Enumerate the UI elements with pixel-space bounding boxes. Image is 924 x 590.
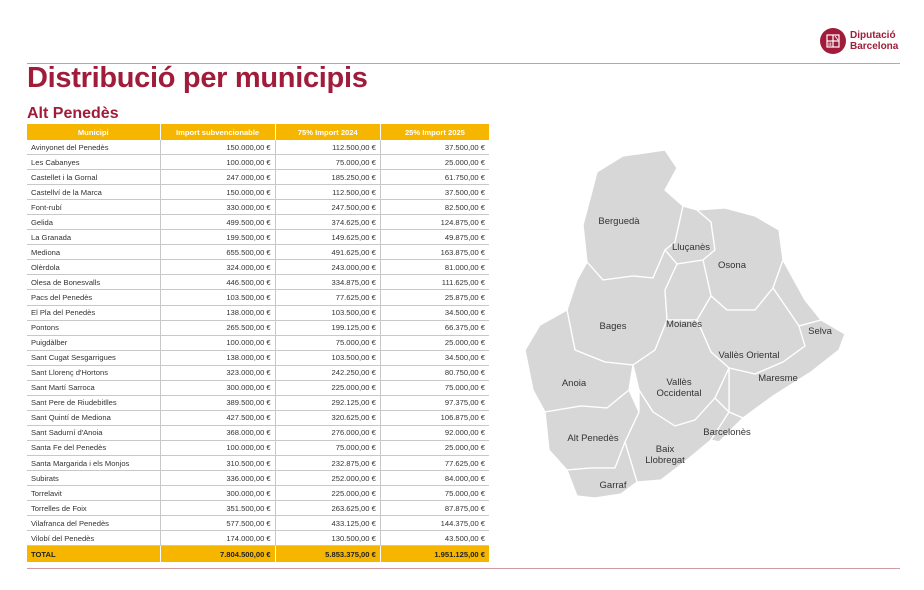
import-2024-cell: 232.875,00 € — [275, 455, 380, 470]
brand-line2: Barcelona — [850, 41, 899, 52]
import-2025-cell: 25.000,00 € — [380, 155, 489, 170]
table-row — [27, 275, 489, 290]
import-2025-cell: 124.875,00 € — [380, 215, 489, 230]
municipi-cell: Font-rubí — [27, 200, 160, 215]
import-cell: 138.000,00 € — [160, 305, 275, 320]
import-2025-cell: 92.000,00 € — [380, 425, 489, 440]
import-cell: 138.000,00 € — [160, 350, 275, 365]
map-label-barcelones: Barcelonès — [703, 427, 751, 438]
import-2024-cell: 149.625,00 € — [275, 230, 380, 245]
import-cell: 446.500,00 € — [160, 275, 275, 290]
table-row — [27, 425, 489, 440]
import-2024-cell: 247.500,00 € — [275, 200, 380, 215]
section-title: Alt Penedès — [27, 105, 119, 122]
municipi-cell: Sant Cugat Sesgarrigues — [27, 350, 160, 365]
municipi-cell: Torrelles de Foix — [27, 501, 160, 516]
import-cell: 336.000,00 € — [160, 471, 275, 486]
table-body — [27, 140, 489, 562]
municipi-cell: La Granada — [27, 230, 160, 245]
municipi-cell: Santa Fe del Penedès — [27, 440, 160, 455]
municipi-cell: Castellet i la Gornal — [27, 170, 160, 185]
import-2025-cell: 37.500,00 € — [380, 140, 489, 155]
table-row — [27, 471, 489, 486]
distribution-table — [27, 124, 489, 562]
table-row — [27, 335, 489, 350]
total-value: 7.804.500,00 € — [160, 546, 275, 563]
table-row — [27, 350, 489, 365]
municipi-cell: Sant Llorenç d'Hortons — [27, 365, 160, 380]
table-row — [27, 140, 489, 155]
municipi-cell: Torrelavit — [27, 486, 160, 501]
import-2024-cell: 292.125,00 € — [275, 395, 380, 410]
map-label-baix-llobregat-line1: Baix — [655, 444, 675, 455]
import-cell: 577.500,00 € — [160, 516, 275, 531]
municipi-cell: Olesa de Bonesvalls — [27, 275, 160, 290]
import-2025-cell: 84.000,00 € — [380, 471, 489, 486]
municipi-cell: Avinyonet del Penedès — [27, 140, 160, 155]
import-2025-cell: 144.375,00 € — [380, 516, 489, 531]
table-row — [27, 185, 489, 200]
map-label-moianes: Moianès — [666, 319, 702, 330]
municipi-cell: Sant Pere de Riudebitlles — [27, 395, 160, 410]
import-2025-cell: 77.625,00 € — [380, 455, 489, 470]
page-title: Distribució per municipis — [27, 62, 368, 94]
import-2025-cell: 82.500,00 € — [380, 200, 489, 215]
import-2024-cell: 242.250,00 € — [275, 365, 380, 380]
import-2024-cell: 185.250,00 € — [275, 170, 380, 185]
total-value: 5.853.375,00 € — [275, 546, 380, 563]
import-2025-cell: 87.875,00 € — [380, 501, 489, 516]
table-row — [27, 170, 489, 185]
import-2025-cell: 25.875,00 € — [380, 290, 489, 305]
total-label: TOTAL — [27, 546, 160, 563]
map-label-valles-occidental-line1: Vallès — [666, 377, 692, 388]
map-label-valles-occidental-line2: Occidental — [656, 388, 702, 399]
import-2025-cell: 111.625,00 € — [380, 275, 489, 290]
import-cell: 330.000,00 € — [160, 200, 275, 215]
import-2024-cell: 225.000,00 € — [275, 380, 380, 395]
import-2024-cell: 103.500,00 € — [275, 305, 380, 320]
table-row — [27, 305, 489, 320]
column-header-2024: 75% Import 2024 — [275, 124, 380, 140]
diputacio-logo — [820, 28, 898, 54]
municipi-cell: El Pla del Penedès — [27, 305, 160, 320]
barcelona-province-map — [515, 150, 855, 500]
table-row — [27, 200, 489, 215]
table-row — [27, 365, 489, 380]
import-cell: 351.500,00 € — [160, 501, 275, 516]
import-cell: 324.000,00 € — [160, 260, 275, 275]
table-row — [27, 215, 489, 230]
import-cell: 655.500,00 € — [160, 245, 275, 260]
table-row — [27, 516, 489, 531]
import-2024-cell: 252.000,00 € — [275, 471, 380, 486]
municipi-cell: Mediona — [27, 245, 160, 260]
import-2025-cell: 25.000,00 € — [380, 335, 489, 350]
import-cell: 150.000,00 € — [160, 140, 275, 155]
import-2025-cell: 75.000,00 € — [380, 486, 489, 501]
import-cell: 310.500,00 € — [160, 455, 275, 470]
table-row — [27, 531, 489, 546]
municipi-cell: Santa Margarida i els Monjos — [27, 455, 160, 470]
map-label-maresme: Maresme — [758, 373, 798, 384]
municipi-cell: Vilafranca del Penedès — [27, 516, 160, 531]
municipi-cell: Pacs del Penedès — [27, 290, 160, 305]
import-2025-cell: 66.375,00 € — [380, 320, 489, 335]
column-header-2025: 25% Import 2025 — [380, 124, 489, 140]
table-row — [27, 230, 489, 245]
import-2024-cell: 225.000,00 € — [275, 486, 380, 501]
import-cell: 368.000,00 € — [160, 425, 275, 440]
import-cell: 199.500,00 € — [160, 230, 275, 245]
table-row — [27, 395, 489, 410]
import-2025-cell: 34.500,00 € — [380, 305, 489, 320]
map-label-llucanes: Lluçanès — [671, 242, 711, 253]
import-cell: 265.500,00 € — [160, 320, 275, 335]
table-row — [27, 320, 489, 335]
map-label-baix-llobregat-line2: Llobregat — [645, 455, 685, 466]
municipi-cell: Gelida — [27, 215, 160, 230]
import-2024-cell: 243.000,00 € — [275, 260, 380, 275]
municipi-cell: Sant Martí Sarroca — [27, 380, 160, 395]
import-2025-cell: 80.750,00 € — [380, 365, 489, 380]
import-2024-cell: 112.500,00 € — [275, 140, 380, 155]
import-2024-cell: 77.625,00 € — [275, 290, 380, 305]
import-cell: 300.000,00 € — [160, 486, 275, 501]
municipi-cell: Olèrdola — [27, 260, 160, 275]
import-cell: 247.000,00 € — [160, 170, 275, 185]
import-cell: 103.500,00 € — [160, 290, 275, 305]
footer-divider — [27, 568, 900, 569]
import-2025-cell: 75.000,00 € — [380, 380, 489, 395]
import-2024-cell: 276.000,00 € — [275, 425, 380, 440]
brand-line1: Diputació — [850, 30, 896, 41]
import-cell: 100.000,00 € — [160, 440, 275, 455]
import-2025-cell: 106.875,00 € — [380, 410, 489, 425]
import-2024-cell: 199.125,00 € — [275, 320, 380, 335]
table-row — [27, 501, 489, 516]
table-row — [27, 380, 489, 395]
import-2024-cell: 103.500,00 € — [275, 350, 380, 365]
table-row — [27, 155, 489, 170]
import-2025-cell: 49.875,00 € — [380, 230, 489, 245]
import-cell: 499.500,00 € — [160, 215, 275, 230]
import-cell: 300.000,00 € — [160, 380, 275, 395]
import-2024-cell: 263.625,00 € — [275, 501, 380, 516]
import-2025-cell: 37.500,00 € — [380, 185, 489, 200]
municipi-cell: Subirats — [27, 471, 160, 486]
import-2025-cell: 43.500,00 € — [380, 531, 489, 546]
map-label-garraf: Garraf — [599, 480, 627, 491]
table-row — [27, 455, 489, 470]
import-2024-cell: 433.125,00 € — [275, 516, 380, 531]
municipi-cell: Pontons — [27, 320, 160, 335]
import-cell: 323.000,00 € — [160, 365, 275, 380]
table-row — [27, 290, 489, 305]
import-2024-cell: 130.500,00 € — [275, 531, 380, 546]
import-cell: 174.000,00 € — [160, 531, 275, 546]
import-cell: 100.000,00 € — [160, 155, 275, 170]
table-row — [27, 486, 489, 501]
import-2024-cell: 374.625,00 € — [275, 215, 380, 230]
municipi-cell: Sant Sadurní d'Anoia — [27, 425, 160, 440]
total-value: 1.951.125,00 € — [380, 546, 489, 563]
coat-of-arms-icon — [820, 28, 846, 54]
map-label-bergueda: Berguedà — [598, 216, 640, 227]
brand-name — [850, 30, 898, 52]
import-cell: 389.500,00 € — [160, 395, 275, 410]
import-cell: 427.500,00 € — [160, 410, 275, 425]
import-2025-cell: 81.000,00 € — [380, 260, 489, 275]
table-row — [27, 410, 489, 425]
map-label-alt-penedes: Alt Penedès — [567, 433, 619, 444]
import-2024-cell: 112.500,00 € — [275, 185, 380, 200]
municipi-cell: Puigdàlber — [27, 335, 160, 350]
import-2025-cell: 34.500,00 € — [380, 350, 489, 365]
table-row — [27, 245, 489, 260]
import-2025-cell: 97.375,00 € — [380, 395, 489, 410]
import-2025-cell: 163.875,00 € — [380, 245, 489, 260]
map-label-valles-oriental: Vallès Oriental — [718, 350, 780, 361]
table-header-row — [27, 124, 489, 140]
map-label-selva: Selva — [808, 326, 832, 337]
import-2025-cell: 25.000,00 € — [380, 440, 489, 455]
import-2024-cell: 320.625,00 € — [275, 410, 380, 425]
import-2024-cell: 491.625,00 € — [275, 245, 380, 260]
import-cell: 150.000,00 € — [160, 185, 275, 200]
import-cell: 100.000,00 € — [160, 335, 275, 350]
table-row — [27, 440, 489, 455]
map-label-bages: Bages — [599, 321, 627, 332]
map-label-osona: Osona — [718, 260, 746, 271]
import-2024-cell: 334.875,00 € — [275, 275, 380, 290]
municipi-cell: Castellví de la Marca — [27, 185, 160, 200]
municipi-cell: Sant Quintí de Mediona — [27, 410, 160, 425]
column-header-import: Import subvencionable — [160, 124, 275, 140]
municipi-cell: Vilobí del Penedès — [27, 531, 160, 546]
import-2024-cell: 75.000,00 € — [275, 335, 380, 350]
map-label-anoia: Anoia — [561, 378, 587, 389]
column-header-municipi: Municipi — [27, 124, 160, 140]
table-total-row — [27, 546, 489, 563]
import-2025-cell: 61.750,00 € — [380, 170, 489, 185]
municipi-cell: Les Cabanyes — [27, 155, 160, 170]
import-2024-cell: 75.000,00 € — [275, 440, 380, 455]
import-2024-cell: 75.000,00 € — [275, 155, 380, 170]
table-row — [27, 260, 489, 275]
